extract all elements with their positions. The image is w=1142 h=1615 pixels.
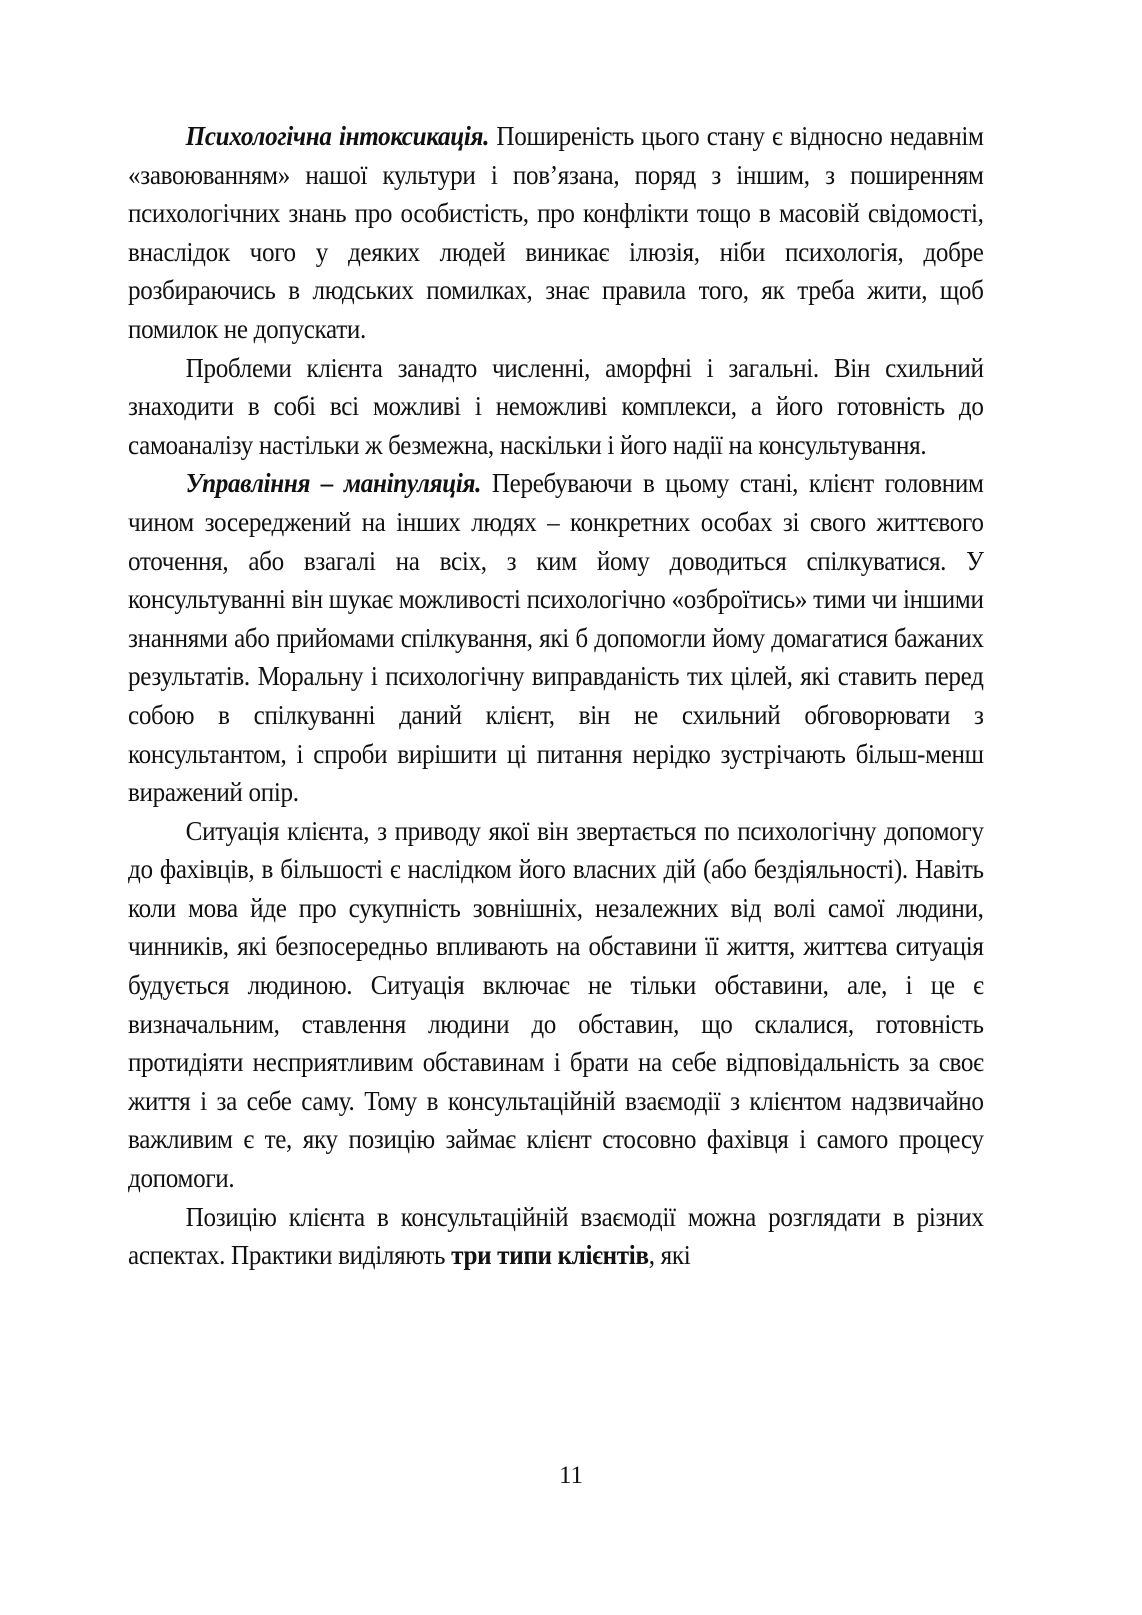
paragraph-text: Поширеність цього стану є відносно недавнім «завоюванням» нашої культури і пов’язана, поряд з іншим, з поширенням психологічних знань про особистість, про конфлікти тощо в масовій свідомості, внаслідок чого у деяких людей виникає ілюзія, ніби психологія, добре розбираючись в людських помилках, знає правила того, як треба жити, щоб помилок не допускати. (128, 121, 984, 344)
paragraph-client-position (128, 1198, 984, 1275)
paragraph-text: Позицію клієнта в консультаційній взаємодії можна розглядати в різних аспектах. Практики виділяють (128, 1201, 984, 1271)
paragraph-management-manipulation (128, 464, 984, 811)
paragraph-text: , які (648, 1240, 691, 1271)
paragraph-lead-term: Управління – маніпуляція. (185, 468, 482, 499)
bold-term-three-client-types: три типи клієнтів (451, 1240, 649, 1271)
page-number: 11 (558, 1462, 584, 1489)
paragraph-lead-term: Психологічна інтоксикація. (185, 121, 490, 151)
paragraph-text: Проблеми клієнта занадто численні, аморфні і загальні. Він схильний знаходити в собі всі можливі і неможливі комплекси, а його готовність до самоаналізу настільки ж безмежна, наскільки і його надії на консультування. (128, 352, 984, 460)
document-page (128, 117, 984, 1275)
paragraph-psychological-intoxication (128, 117, 984, 349)
paragraph-client-problems (128, 349, 984, 465)
paragraph-text: Перебуваючи в цьому стані, клієнт головним чином зосереджений на інших людях – конкретних особах зі свого життєвого оточення, або взагалі на всіх, з ким йому доводиться спілкуватися. У консультуванні він шукає можливості психологічно «озброїтись» тими чи іншими знаннями або прийомами спілкування, які б допомогли йому домагатися бажаних результатів. Моральну і психологічну виправданість тих цілей, які ставить перед собою в спілкуванні даний клієнт, він не схильний обговорювати з консультантом, і спроби вирішити ці питання нерідко зустрічають більш-менш виражений опір. (128, 468, 984, 808)
paragraph-text: Ситуація клієнта, з приводу якої він звертається по психологічну допомогу до фахівців, в більшості є наслідком його власних дій (або бездіяльності). Навіть коли мова йде про сукупність зовнішніх, незалежних від волі самої людини, чинників, які безпосередньо впливають на обставини її життя, життєва ситуація будується людиною. Ситуація включає не тільки обставини, але, і це є визначальним, ставлення людини до обставин, що склалися, готовність протидіяти несприятливим обставинам і брати на себе відповідальність за своє життя і за себе саму. Тому в консультаційній взаємодії з клієнтом надзвичайно важливим є те, яку позицію займає клієнт стосовно фахівця і самого процесу допомоги. (128, 815, 984, 1194)
paragraph-client-situation (128, 812, 984, 1198)
